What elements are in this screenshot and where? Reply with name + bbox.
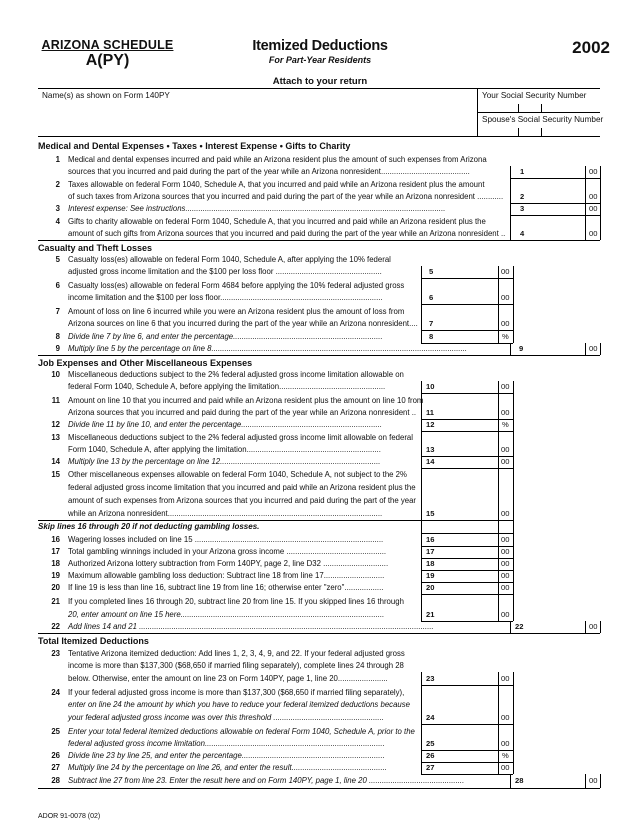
rule [38,88,600,89]
line-number: 3 [55,204,60,213]
rule [38,355,600,356]
line-number: 25 [51,727,60,736]
rule [498,381,499,621]
line-number: 13 [51,433,60,442]
cents-mark: 00 [589,776,598,785]
line-17-text: Total gambling winnings included in your Arizona gross income .............................................. [68,547,387,556]
line-5-text: adjusted gross income limitation and the $100 per loss floor ................................................. [68,267,382,276]
cents-mark: 00 [501,319,510,328]
cents-mark: 00 [501,583,510,592]
box-label: 23 [426,674,435,683]
rule [541,128,542,136]
rule [510,215,600,216]
line-15-text: amount of such expenses from Arizona sources that you incurred and paid during the part of the year [68,496,417,505]
line-16-amount[interactable] [438,534,496,546]
box-label: 19 [426,571,435,580]
line-number: 20 [51,583,60,592]
line-9-text: Multiply line 5 by the percentage on line 8...................................................................................................................... [68,344,468,353]
line-number: 23 [51,649,60,658]
line-20-text: If line 19 is less than line 16, subtract line 19 from line 16; otherwise enter "zero".................. [68,583,384,592]
box-label: 27 [426,763,435,772]
rule [510,621,511,633]
cents-mark: 00 [501,571,510,580]
line-27-amount[interactable] [438,762,496,774]
line-28-amount[interactable] [528,775,584,787]
box-label: 22 [515,622,524,631]
line-10-text: federal Form 1040, Schedule A, before applying the limitation................................................. [68,382,386,391]
line-number: 4 [55,217,60,226]
section-job-heading: Job Expenses and Other Miscellaneous Expenses [38,358,253,368]
form-title-block [215,38,425,65]
rule [600,166,601,240]
cents-mark: 00 [501,713,510,722]
box-label: 14 [426,457,435,466]
line-number: 22 [51,622,60,631]
line-7-amount[interactable] [436,318,496,330]
rule [421,724,513,725]
box-label: 5 [429,267,434,276]
rule [518,104,519,112]
cents-mark: 00 [501,535,510,544]
rule [510,178,600,179]
cents-mark: 00 [501,509,510,518]
line-number: 14 [51,457,60,466]
line-number: 24 [51,688,60,697]
schedule-name-line2: A(PY) [85,52,130,69]
line-25-amount[interactable] [438,738,496,750]
line-4-text: Gifts to charity allowable on federal Form 1040, Schedule A, that you incurred and paid while an Arizona resident plus the [68,217,486,226]
line-number: 16 [51,535,60,544]
box-label: 26 [426,751,435,760]
line-24-text: If your federal adjusted gross income is more than $137,300 ($68,650 if married filing separately), [68,688,405,697]
spouse-ssn-label: Spouse's Social Security Number [482,115,604,124]
rule [513,381,514,621]
line-number: 1 [55,155,60,164]
box-label: 10 [426,382,435,391]
rule [421,468,513,469]
line-24-text: your federal adjusted gross income was over this threshold ................................................... [68,713,384,722]
line-1-text: sources that you incurred and paid during the part of the year while an Arizona nonresident......................................... [68,167,470,176]
line-number: 12 [51,420,60,429]
names-field[interactable] [42,102,472,134]
box-label: 11 [426,408,435,417]
percent-mark: % [502,420,509,429]
schedule-name-line1: ARIZONA SCHEDULE [41,38,174,52]
tax-year: 2002 [572,38,610,57]
rule [421,594,513,595]
line-20-amount[interactable] [438,582,496,594]
rule [513,672,514,774]
rule [421,381,422,621]
line-28-text: Subtract line 27 from line 23. Enter the result here and on Form 140PY, page 1, line 20 ............................................ [68,776,465,785]
line-13-text: Miscellaneous deductions subject to the 2% federal adjusted gross income limit allowable on federal [68,433,413,442]
line-13-text: Form 1040, Schedule A, after applying the limitation.............................................................. [68,445,381,454]
line-23-amount[interactable] [438,673,496,685]
line-3-amount[interactable] [526,203,584,215]
line-number: 15 [51,470,60,479]
line-number: 17 [51,547,60,556]
box-label: 7 [429,319,434,328]
rule [38,240,600,241]
attach-note: Attach to your return [272,76,368,87]
cents-mark: 00 [501,382,510,391]
form-title: Itemized Deductions [252,38,388,54]
form-subtitle: For Part-Year Residents [268,55,372,65]
line-22-text: Add lines 14 and 21 ........................................................................................................................................ [68,622,434,631]
section-medical-heading: Medical and Dental Expenses • Taxes • Interest Expense • Gifts to Charity [38,141,351,151]
line-18-amount[interactable] [438,558,496,570]
line-6-text: income limitation and the $100 per loss floor........................................................................... [68,293,383,302]
line-14-amount[interactable] [438,456,496,468]
line-number: 18 [51,559,60,568]
rule [513,266,514,343]
line-number: 28 [51,776,60,785]
line-26-text: Divide line 23 by line 25, and enter the percentage.................................................................. [68,751,385,760]
line-11-amount[interactable] [438,407,496,419]
line-13-amount[interactable] [438,444,496,456]
box-label: 17 [426,547,435,556]
line-number: 11 [51,396,60,405]
line-11-text: Amount on line 10 that you incurred and paid while an Arizona resident plus the amount on line 10 from [68,396,424,405]
box-label: 25 [426,739,435,748]
box-label: 16 [426,535,435,544]
line-8-text: Divide line 7 by line 6, and enter the percentage..................................................................... [68,332,383,341]
line-21-amount[interactable] [438,609,496,621]
rule [421,685,513,686]
line-number: 27 [51,763,60,772]
line-23-text: below. Otherwise, enter the amount on line 23 on Form 140PY, page 1, line 20....................... [68,674,388,683]
cents-mark: 00 [501,293,510,302]
rule [600,621,601,633]
box-label: 12 [426,420,435,429]
rule [518,128,519,136]
percent-mark: % [502,332,509,341]
cents-mark: 00 [589,204,598,213]
line-23-text: Tentative Arizona itemized deduction: Add lines 1, 2, 3, 4, 9, and 22. If your federal adjusted gross [68,649,405,658]
rule [421,393,513,394]
box-label: 20 [426,583,435,592]
line-5-amount[interactable] [436,266,496,278]
rule [585,621,586,633]
line-12-text: Divide line 11 by line 10, and enter the percentage................................................................. [68,420,383,429]
rule [477,112,600,113]
line-24-text: enter on line 24 the amount by which you have to reduce your federal itemized deductions because [68,700,410,709]
cents-mark: 00 [501,408,510,417]
line-22-amount[interactable] [528,621,584,633]
line-number: 8 [55,332,60,341]
cents-mark: 00 [501,763,510,772]
line-16-text: Wagering losses included on line 15 ....................................................................................... [68,535,384,544]
box-label: 21 [426,610,435,619]
rule [38,788,600,789]
cents-mark: 00 [501,547,510,556]
form-number-footer: ADOR 91-0078 (02) [38,813,101,820]
schedule-name [0,38,215,70]
line-15-text: Other miscellaneous expenses allowable on federal Form 1040, Schedule A, not subject to the 2% [68,470,407,479]
cents-mark: 00 [501,610,510,619]
box-label: 24 [426,713,435,722]
line-15-amount[interactable] [438,508,496,520]
line-10-amount[interactable] [438,381,496,393]
line-27-text: Multiply line 24 by the percentage on line 26, and enter the result............................................ [68,763,387,772]
rule [38,633,600,634]
line-7-text: Amount of loss on line 6 incurred while you were an Arizona resident plus the amount of loss from [68,307,405,316]
box-label: 1 [520,167,525,176]
box-label: 2 [520,192,525,201]
line-1-amount[interactable] [526,166,584,178]
box-label: 4 [520,229,525,238]
rule [38,136,600,137]
line-24-amount[interactable] [438,712,496,724]
line-19-amount[interactable] [438,570,496,582]
box-label: 9 [519,344,524,353]
rule [421,621,513,622]
line-number: 10 [51,370,60,379]
line-number: 6 [55,281,60,290]
line-number: 2 [55,180,60,189]
rule [421,672,422,774]
line-18-text: Authorized Arizona lottery subtraction from Form 140PY, page 2, line D32 .............................. [68,559,389,568]
line-10-text: Miscellaneous deductions subject to the 2% federal adjusted gross income limitation allowable on [68,370,404,379]
cents-mark: 00 [501,457,510,466]
line-8-percentage[interactable] [436,331,496,343]
line-25-text: federal adjusted gross income limitation................................................................................... [68,739,385,748]
line-number: 5 [55,255,60,264]
line-1-text: Medical and dental expenses incurred and paid while an Arizona resident plus the amount of such expenses from Arizona [68,155,487,164]
rule [498,672,499,774]
rule [421,304,513,305]
section-casualty-heading: Casualty and Theft Losses [38,243,153,253]
line-2-amount[interactable] [526,191,584,203]
box-label: 8 [429,332,434,341]
rule [421,278,513,279]
line-23-text: income is more than $137,300 ($68,650 if married filing separately), complete lines 24 through 28 [68,661,404,670]
box-label: 6 [429,293,434,302]
line-5-text: Casualty loss(es) allowable on federal Form 1040, Schedule A, after applying the 10% federal [68,255,391,264]
line-7-text: Arizona sources on line 6 that you incurred during the part of the year while an Arizona nonresident.... [68,319,418,328]
box-label: 18 [426,559,435,568]
line-4-amount[interactable] [526,228,584,240]
line-15-text: while an Arizona nonresident................................................................................................... [68,509,383,518]
skip-note: Skip lines 16 through 20 if not deducting gambling losses. [38,522,260,531]
cents-mark: 00 [501,559,510,568]
line-2-text: Taxes allowable on federal Form 1040, Schedule A, that you incurred and paid while an Arizona resident plus the amount [68,180,485,189]
rule [585,343,586,355]
cents-mark: 00 [589,344,598,353]
line-14-text: Multiply line 13 by the percentage on line 12.......................................................................... [68,457,381,466]
names-field-label: Name(s) as shown on Form 140PY [42,91,170,100]
box-label: 28 [515,776,524,785]
box-label: 15 [426,509,435,518]
line-number: 19 [51,571,60,580]
line-26-percentage[interactable] [438,750,496,762]
line-2-text: of such taxes from Arizona sources that you incurred and paid during the part of the year while an Arizona nonresident ............ [68,192,504,201]
rule [600,774,601,788]
rule [600,343,601,355]
line-15-text: federal adjusted gross income limitation that you incurred and paid while an Arizona resident plus the [68,483,416,492]
line-19-text: Maximum allowable gambling loss deduction: Subtract line 18 from line 17............................ [68,571,385,580]
line-number: 9 [55,344,60,353]
rule [510,343,511,355]
line-21-text: If you completed lines 16 through 20, subtract line 20 from line 15. If you skipped lines 16 through [68,597,404,606]
line-number: 7 [55,307,60,316]
spouse-ssn-field[interactable] [480,125,598,135]
cents-mark: 00 [589,622,598,631]
line-3-text: Interest expense: See instructions........................................................................................................................ [68,204,446,213]
box-label: 13 [426,445,435,454]
line-6-text: Casualty loss(es) allowable on federal Form 4684 before applying the 10% federal adjusted gross [68,281,405,290]
line-21-text: 20, enter amount on line 15 here.............................................................................................. [68,610,385,619]
line-number: 26 [51,751,60,760]
percent-mark: % [502,751,509,760]
ssn-label: Your Social Security Number [482,91,587,100]
cents-mark: 00 [589,229,598,238]
line-9-amount[interactable] [526,343,584,355]
rule [585,774,586,788]
section-total-heading: Total Itemized Deductions [38,636,149,646]
line-4-text: amount of such gifts from Arizona sources that you incurred and paid during the part of the year while an Arizona nonresident .. [68,229,506,238]
cents-mark: 00 [501,674,510,683]
rule [510,774,511,788]
cents-mark: 00 [589,192,598,201]
cents-mark: 00 [501,267,510,276]
line-number: 21 [51,597,60,606]
line-17-amount[interactable] [438,546,496,558]
line-12-percentage[interactable] [438,419,496,431]
rule [421,431,513,432]
cents-mark: 00 [589,167,598,176]
line-25-text: Enter your total federal itemized deductions allowable on federal Form 1040, Schedule A, prior to the [68,727,415,736]
box-label: 3 [520,204,525,213]
line-6-amount[interactable] [436,292,496,304]
cents-mark: 00 [501,739,510,748]
line-11-text: Arizona sources that you incurred and paid during the part of the year while an Arizona nonresident .. [68,408,417,417]
cents-mark: 00 [501,445,510,454]
ssn-field[interactable] [480,101,598,111]
rule [541,104,542,112]
